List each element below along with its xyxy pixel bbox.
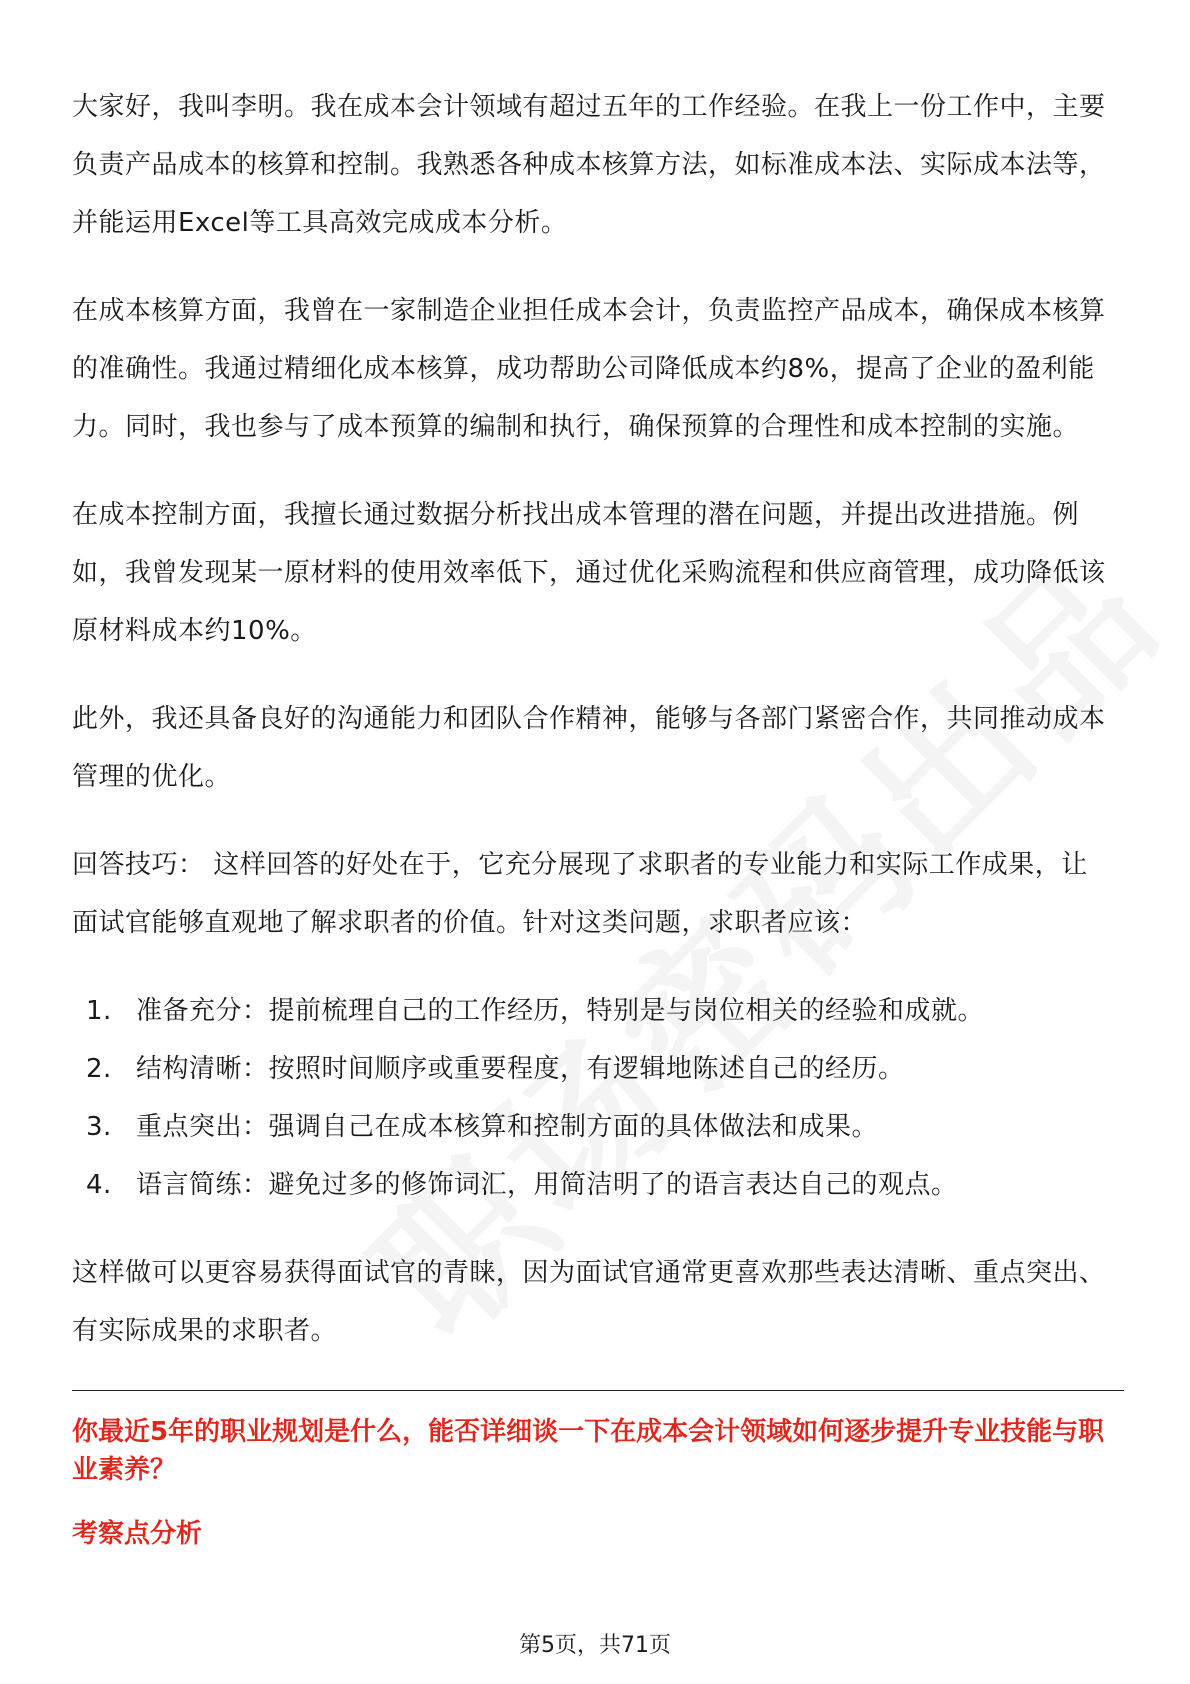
- closing-paragraph: 这样做可以更容易获得面试官的青睐，因为面试官通常更喜欢那些表达清晰、重点突出、有实际成果的求职者。: [72, 1258, 1106, 1346]
- page-number: 第5页，共71页: [519, 1633, 671, 1658]
- list-item: [72, 1098, 1112, 1156]
- answer-paragraph-3: 在成本控制方面，我擅长通过数据分析找出成本管理的潜在问题，并提出改进措施。例如，我曾发现某一原材料的使用效率低下，通过优化采购流程和供应商管理，成功降低该原材料成本约10%。: [72, 500, 1106, 646]
- list-number: 2.: [86, 1054, 112, 1084]
- tips-list: [72, 982, 1112, 1214]
- question-heading: 你最近5年的职业规划是什么，能否详细谈一下在成本会计领域如何逐步提升专业技能与职业素养？: [72, 1417, 1105, 1485]
- list-text: 语言简练：避免过多的修饰词汇，用简洁明了的语言表达自己的观点。: [136, 1170, 958, 1200]
- list-number: 3.: [86, 1112, 112, 1142]
- main-content: [72, 78, 1112, 1553]
- list-text: 重点突出：强调自己在成本核算和控制方面的具体做法和成果。: [136, 1112, 879, 1142]
- answer-paragraph-4: 此外，我还具备良好的沟通能力和团队合作精神，能够与各部门紧密合作，共同推动成本管理的优化。: [72, 704, 1106, 792]
- list-number: 4.: [86, 1170, 112, 1200]
- answer-tips-intro: 回答技巧： 这样回答的好处在于，它充分展现了求职者的专业能力和实际工作成果，让面试官能够直观地了解求职者的价值。针对这类问题，求职者应该：: [72, 850, 1088, 938]
- list-text: 准备充分：提前梳理自己的工作经历，特别是与岗位相关的经验和成就。: [136, 996, 985, 1026]
- list-number: 1.: [86, 996, 112, 1026]
- answer-paragraph-1: 大家好，我叫李明。我在成本会计领域有超过五年的工作经验。在我上一份工作中，主要负责产品成本的核算和控制。我熟悉各种成本核算方法，如标准成本法、实际成本法等，并能运用Excel等工具高效完成成本分析。: [72, 92, 1106, 238]
- section-divider: [72, 1390, 1124, 1391]
- list-item: [72, 1040, 1112, 1098]
- list-item: [72, 982, 1112, 1040]
- list-item: [72, 1156, 1112, 1214]
- section-heading: 考察点分析: [72, 1519, 203, 1549]
- list-text: 结构清晰：按照时间顺序或重要程度，有逻辑地陈述自己的经历。: [136, 1054, 905, 1084]
- answer-paragraph-2: 在成本核算方面，我曾在一家制造企业担任成本会计，负责监控产品成本，确保成本核算的准确性。我通过精细化成本核算，成功帮助公司降低成本约8%，提高了企业的盈利能力。同时，我也参与了成本预算的编制和执行，确保预算的合理性和成本控制的实施。: [72, 296, 1106, 442]
